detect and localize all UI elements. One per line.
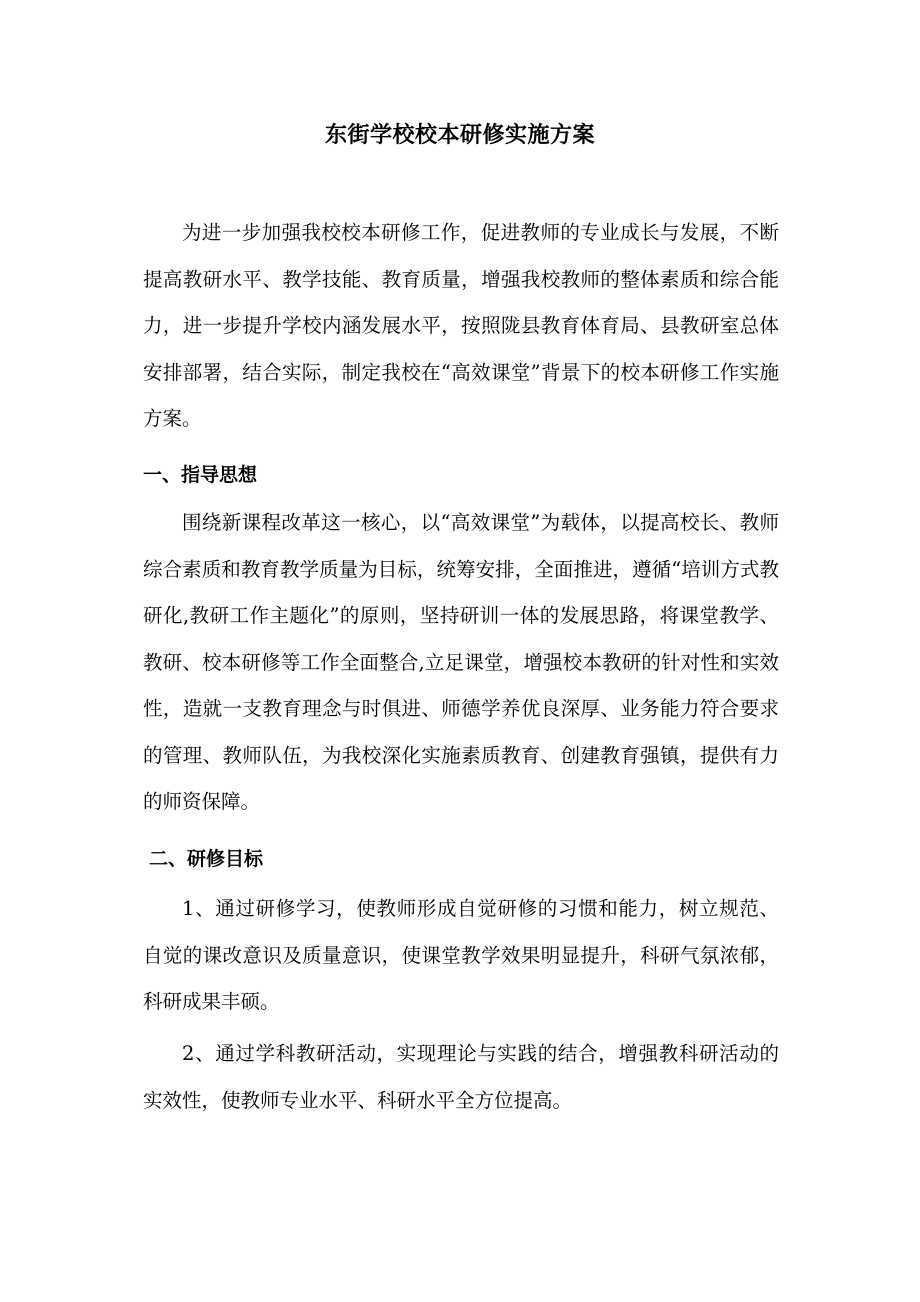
document-title: 东街学校校本研修实施方案 bbox=[324, 123, 595, 148]
training-goal-item-2: 2、通过学科教研活动，实现理论与实践的结合，增强教科研活动的实效性，使教师专业水平、科研水平全方位提高。 bbox=[143, 1042, 779, 1112]
intro-paragraph: 为进一步加强我校校本研修工作，促进教师的专业成长与发展，不断提高教研水平、教学技能、教育质量，增强我校教师的整体素质和综合能力，进一步提升学校内涵发展水平，按照陇县教育体育局、县教研室总体安排部署，结合实际，制定我校在“高效课堂”背景下的校本研修工作实施方案。 bbox=[143, 221, 779, 430]
training-goal-item-1: 1、通过研修学习，使教师形成自觉研修的习惯和能力，树立规范、自觉的课改意识及质量意识，使课堂教学效果明显提升，科研气氛浓郁，科研成果丰硕。 bbox=[143, 897, 779, 1013]
guiding-ideology-paragraph: 围绕新课程改革这一核心，以“高效课堂”为载体，以提高校长、教师综合素质和教育教学质量为目标，统筹安排，全面推进，遵循“培训方式教研化,教研工作主题化”的原则，坚持研训一体的发展思路，将课堂教学、教研、校本研修等工作全面整合,立足课堂，增强校本教研的针对性和实效性，造就一支教育理念与时俱进、师德学养优良深厚、业务能力符合要求的管理、教师队伍，为我校深化实施素质教育、创建教育强镇，提供有力的师资保障。 bbox=[143, 511, 779, 813]
section-heading-guiding-ideology: 一、指导思想 bbox=[143, 464, 258, 486]
section-heading-training-goals: 二、研修目标 bbox=[149, 848, 264, 870]
